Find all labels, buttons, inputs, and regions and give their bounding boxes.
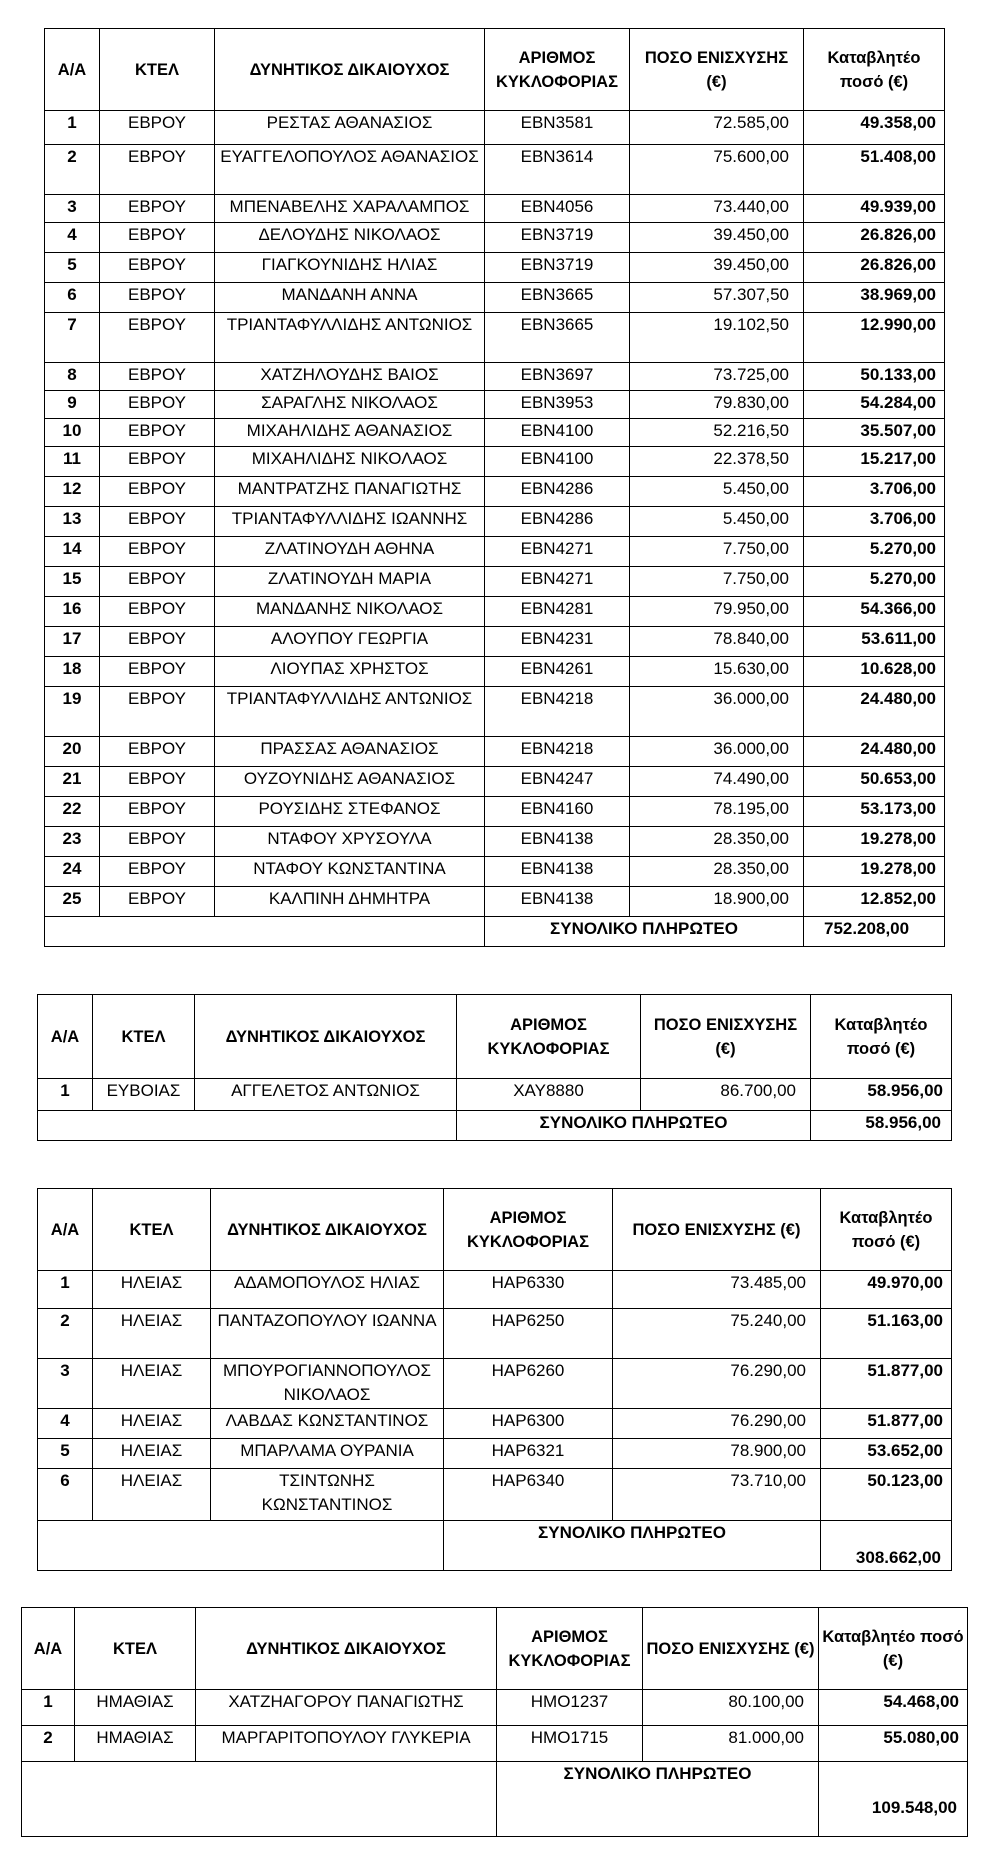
total-blank [45,917,485,947]
header-beneficiary: ΔΥΝΗΤΙΚΟΣ ΔΙΚΑΙΟΥΧΟΣ [211,1189,444,1271]
cell-ktel: ΕΒΡΟΥ [100,537,215,567]
cell-aa: 1 [45,111,100,145]
cell-aa: 24 [45,857,100,887]
header-payable-amount: Καταβλητέο ποσό (€) [804,29,945,111]
cell-beneficiary: ΕΥΑΓΓΕΛΟΠΟΥΛΟΣ ΑΘΑΝΑΣΙΟΣ [215,145,485,195]
cell-beneficiary: ΑΛΟΥΠΟΥ ΓΕΩΡΓΙΑ [215,627,485,657]
cell-registration: ΗΑΡ6321 [444,1439,613,1469]
cell-beneficiary: ΤΡΙΑΝΤΑΦΥΛΛΙΔΗΣ ΙΩΑΝΝΗΣ [215,507,485,537]
cell-ktel: ΕΒΡΟΥ [100,283,215,313]
cell-aa: 2 [38,1309,93,1359]
beneficiaries-table-imathias [21,1607,968,1837]
cell-payable-amount: 50.123,00 [821,1469,952,1521]
cell-aid-amount: 79.830,00 [630,391,804,419]
cell-registration: ΕΒΝ3953 [485,391,630,419]
cell-payable-amount: 26.826,00 [804,223,945,253]
cell-payable-amount: 55.080,00 [819,1726,968,1762]
header-aa: Α/Α [38,1189,93,1271]
header-aa: Α/Α [22,1608,75,1690]
cell-aid-amount: 28.350,00 [630,857,804,887]
cell-beneficiary: ΜΑΝΤΡΑΤΖΗΣ ΠΑΝΑΓΙΩΤΗΣ [215,477,485,507]
cell-aid-amount: 78.840,00 [630,627,804,657]
cell-aid-amount: 28.350,00 [630,827,804,857]
cell-ktel: ΕΒΡΟΥ [100,857,215,887]
cell-aid-amount: 80.100,00 [643,1690,819,1726]
cell-registration: ΕΒΝ4138 [485,857,630,887]
cell-aa: 4 [45,223,100,253]
header-ktel: ΚΤΕΛ [75,1608,196,1690]
cell-aa: 3 [38,1359,93,1409]
cell-ktel: ΕΒΡΟΥ [100,687,215,737]
cell-aid-amount: 36.000,00 [630,687,804,737]
cell-aa: 5 [38,1439,93,1469]
table-row [45,145,945,195]
cell-beneficiary: ΝΤΑΦΟΥ ΚΩΝΣΤΑΝΤΙΝΑ [215,857,485,887]
header-ktel: ΚΤΕΛ [100,29,215,111]
total-row [38,1521,952,1571]
header-registration: ΑΡΙΘΜΟΣ ΚΥΚΛΟΦΟΡΙΑΣ [497,1608,643,1690]
cell-aid-amount: 18.900,00 [630,887,804,917]
cell-ktel: ΕΒΡΟΥ [100,657,215,687]
cell-aa: 5 [45,253,100,283]
cell-aa: 23 [45,827,100,857]
cell-registration: ΕΒΝ4261 [485,657,630,687]
cell-ktel: ΕΒΡΟΥ [100,313,215,363]
cell-beneficiary: ΜΠΟΥΡΟΓΙΑΝΝΟΠΟΥΛΟΣ ΝΙΚΟΛΑΟΣ [211,1359,444,1409]
table-row [45,419,945,447]
cell-aa: 22 [45,797,100,827]
table-row [22,1726,968,1762]
total-label: ΣΥΝΟΛΙΚΟ ΠΛΗΡΩΤΕΟ [485,917,804,947]
cell-ktel: ΕΒΡΟΥ [100,627,215,657]
cell-ktel: ΕΒΡΟΥ [100,363,215,391]
cell-aa: 13 [45,507,100,537]
cell-registration: ΗΑΡ6300 [444,1409,613,1439]
table-row [45,767,945,797]
cell-beneficiary: ΧΑΤΖΗΑΓΟΡΟΥ ΠΑΝΑΓΙΩΤΗΣ [196,1690,497,1726]
cell-payable-amount: 49.970,00 [821,1271,952,1309]
table-row [45,537,945,567]
cell-ktel: ΕΒΡΟΥ [100,145,215,195]
cell-beneficiary: ΡΕΣΤΑΣ ΑΘΑΝΑΣΙΟΣ [215,111,485,145]
table-row [45,477,945,507]
table-row [45,223,945,253]
header-row [38,1189,952,1271]
cell-payable-amount: 19.278,00 [804,857,945,887]
cell-beneficiary: ΤΡΙΑΝΤΑΦΥΛΛΙΔΗΣ ΑΝΤΩΝΙΟΣ [215,313,485,363]
cell-ktel: ΕΒΡΟΥ [100,797,215,827]
cell-ktel: ΗΛΕΙΑΣ [93,1359,211,1409]
cell-beneficiary: ΠΡΑΣΣΑΣ ΑΘΑΝΑΣΙΟΣ [215,737,485,767]
cell-ktel: ΕΒΡΟΥ [100,567,215,597]
cell-payable-amount: 51.877,00 [821,1359,952,1409]
table-row [38,1359,952,1409]
table-row [45,567,945,597]
cell-ktel: ΗΜΑΘΙΑΣ [75,1726,196,1762]
table-row [22,1690,968,1726]
cell-aid-amount: 75.600,00 [630,145,804,195]
table-row [38,1409,952,1439]
cell-ktel: ΗΜΑΘΙΑΣ [75,1690,196,1726]
table-row [45,597,945,627]
cell-aa: 6 [38,1469,93,1521]
header-payable-amount: Καταβλητέο ποσό (€) [811,995,952,1079]
cell-registration: ΕΒΝ4286 [485,477,630,507]
cell-ktel: ΕΒΡΟΥ [100,419,215,447]
table-row [38,1079,952,1111]
table-row [38,1271,952,1309]
cell-registration: ΕΒΝ4271 [485,537,630,567]
cell-payable-amount: 5.270,00 [804,567,945,597]
cell-aid-amount: 19.102,50 [630,313,804,363]
cell-registration: ΕΒΝ4218 [485,737,630,767]
cell-aid-amount: 7.750,00 [630,537,804,567]
cell-registration: ΗΑΡ6260 [444,1359,613,1409]
total-row [45,917,945,947]
cell-aid-amount: 5.450,00 [630,507,804,537]
cell-registration: ΕΒΝ4160 [485,797,630,827]
cell-aid-amount: 5.450,00 [630,477,804,507]
total-value: 109.548,00 [819,1762,968,1837]
cell-beneficiary: ΜΠΕΝΑΒΕΛΗΣ ΧΑΡΑΛΑΜΠΟΣ [215,195,485,223]
cell-registration: ΕΒΝ3581 [485,111,630,145]
cell-ktel: ΕΒΡΟΥ [100,827,215,857]
cell-beneficiary: ΖΛΑΤΙΝΟΥΔΗ ΜΑΡΙΑ [215,567,485,597]
cell-aa: 18 [45,657,100,687]
total-value: 752.208,00 [804,917,945,947]
header-registration: ΑΡΙΘΜΟΣ ΚΥΚΛΟΦΟΡΙΑΣ [457,995,641,1079]
cell-registration: ΕΒΝ3719 [485,223,630,253]
cell-beneficiary: ΔΕΛΟΥΔΗΣ ΝΙΚΟΛΑΟΣ [215,223,485,253]
cell-beneficiary: ΟΥΖΟΥΝΙΔΗΣ ΑΘΑΝΑΣΙΟΣ [215,767,485,797]
table-row [45,447,945,477]
cell-ktel: ΕΒΡΟΥ [100,195,215,223]
cell-aid-amount: 74.490,00 [630,767,804,797]
cell-registration: ΗΑΡ6250 [444,1309,613,1359]
cell-ktel: ΕΒΡΟΥ [100,223,215,253]
cell-payable-amount: 53.652,00 [821,1439,952,1469]
cell-registration: ΕΒΝ3665 [485,283,630,313]
cell-aa: 20 [45,737,100,767]
header-ktel: ΚΤΕΛ [93,1189,211,1271]
cell-aa: 2 [45,145,100,195]
cell-beneficiary: ΠΑΝΤΑΖΟΠΟΥΛΟΥ ΙΩΑΝΝΑ [211,1309,444,1359]
cell-beneficiary: ΑΓΓΕΛΕΤΟΣ ΑΝΤΩΝΙΟΣ [195,1079,457,1111]
cell-beneficiary: ΤΡΙΑΝΤΑΦΥΛΛΙΔΗΣ ΑΝΤΩΝΙΟΣ [215,687,485,737]
table-row [45,827,945,857]
cell-aid-amount: 52.216,50 [630,419,804,447]
header-aid-amount: ΠΟΣΟ ΕΝΙΣΧΥΣΗΣ (€) [641,995,811,1079]
cell-payable-amount: 38.969,00 [804,283,945,313]
total-label: ΣΥΝΟΛΙΚΟ ΠΛΗΡΩΤΕΟ [457,1111,811,1141]
cell-payable-amount: 54.284,00 [804,391,945,419]
cell-beneficiary: ΛΙΟΥΠΑΣ ΧΡΗΣΤΟΣ [215,657,485,687]
cell-payable-amount: 50.133,00 [804,363,945,391]
cell-payable-amount: 24.480,00 [804,687,945,737]
cell-aa: 25 [45,887,100,917]
cell-payable-amount: 54.366,00 [804,597,945,627]
cell-aid-amount: 73.725,00 [630,363,804,391]
header-aa: Α/Α [45,29,100,111]
table-row [38,1309,952,1359]
header-aid-amount: ΠΟΣΟ ΕΝΙΣΧΥΣΗΣ (€) [613,1189,821,1271]
cell-registration: ΕΒΝ3614 [485,145,630,195]
cell-registration: ΗΜΟ1237 [497,1690,643,1726]
cell-aa: 1 [22,1690,75,1726]
cell-aid-amount: 78.900,00 [613,1439,821,1469]
cell-aid-amount: 78.195,00 [630,797,804,827]
cell-ktel: ΕΒΡΟΥ [100,477,215,507]
table-row [45,857,945,887]
cell-aa: 4 [38,1409,93,1439]
cell-payable-amount: 3.706,00 [804,477,945,507]
cell-ktel: ΕΒΡΟΥ [100,391,215,419]
cell-payable-amount: 51.877,00 [821,1409,952,1439]
cell-registration: ΕΒΝ3697 [485,363,630,391]
cell-payable-amount: 49.939,00 [804,195,945,223]
cell-payable-amount: 3.706,00 [804,507,945,537]
cell-registration: ΕΒΝ4231 [485,627,630,657]
cell-registration: ΗΑΡ6330 [444,1271,613,1309]
cell-payable-amount: 5.270,00 [804,537,945,567]
beneficiaries-table-ileias [37,1188,952,1571]
header-beneficiary: ΔΥΝΗΤΙΚΟΣ ΔΙΚΑΙΟΥΧΟΣ [196,1608,497,1690]
cell-aid-amount: 73.710,00 [613,1469,821,1521]
cell-ktel: ΕΒΡΟΥ [100,767,215,797]
cell-payable-amount: 26.826,00 [804,253,945,283]
table-row [45,737,945,767]
cell-aid-amount: 39.450,00 [630,253,804,283]
cell-beneficiary: ΓΙΑΓΚΟΥΝΙΔΗΣ ΗΛΙΑΣ [215,253,485,283]
cell-beneficiary: ΣΑΡΑΓΛΗΣ ΝΙΚΟΛΑΟΣ [215,391,485,419]
cell-beneficiary: ΝΤΑΦΟΥ ΧΡΥΣΟΥΛΑ [215,827,485,857]
cell-beneficiary: ΜΙΧΑΗΛΙΔΗΣ ΑΘΑΝΑΣΙΟΣ [215,419,485,447]
cell-registration: ΕΒΝ4247 [485,767,630,797]
beneficiaries-table-evrou [44,28,945,947]
table-row [45,657,945,687]
table-row [45,887,945,917]
cell-aid-amount: 36.000,00 [630,737,804,767]
cell-ktel: ΗΛΕΙΑΣ [93,1271,211,1309]
cell-ktel: ΗΛΕΙΑΣ [93,1469,211,1521]
table-row [45,283,945,313]
cell-aid-amount: 72.585,00 [630,111,804,145]
cell-payable-amount: 12.990,00 [804,313,945,363]
table-row [45,797,945,827]
cell-beneficiary: ΡΟΥΣΙΔΗΣ ΣΤΕΦΑΝΟΣ [215,797,485,827]
header-registration: ΑΡΙΘΜΟΣ ΚΥΚΛΟΦΟΡΙΑΣ [444,1189,613,1271]
cell-registration: ΕΒΝ4056 [485,195,630,223]
cell-beneficiary: ΜΑΝΔΑΝΗ ΑΝΝΑ [215,283,485,313]
cell-registration: ΕΒΝ4100 [485,419,630,447]
cell-ktel: ΕΒΡΟΥ [100,737,215,767]
cell-aid-amount: 76.290,00 [613,1409,821,1439]
cell-registration: ΕΒΝ4281 [485,597,630,627]
cell-ktel: ΗΛΕΙΑΣ [93,1309,211,1359]
cell-beneficiary: ΜΙΧΑΗΛΙΔΗΣ ΝΙΚΟΛΑΟΣ [215,447,485,477]
cell-registration: ΕΒΝ4138 [485,827,630,857]
cell-ktel: ΕΒΡΟΥ [100,253,215,283]
cell-registration: ΗΜΟ1715 [497,1726,643,1762]
cell-payable-amount: 15.217,00 [804,447,945,477]
cell-aa: 19 [45,687,100,737]
cell-aa: 7 [45,313,100,363]
cell-beneficiary: ΜΑΝΔΑΝΗΣ ΝΙΚΟΛΑΟΣ [215,597,485,627]
cell-ktel: ΗΛΕΙΑΣ [93,1439,211,1469]
cell-payable-amount: 24.480,00 [804,737,945,767]
cell-ktel: ΗΛΕΙΑΣ [93,1409,211,1439]
header-row [22,1608,968,1690]
cell-aid-amount: 39.450,00 [630,223,804,253]
cell-aa: 17 [45,627,100,657]
cell-payable-amount: 35.507,00 [804,419,945,447]
cell-payable-amount: 54.468,00 [819,1690,968,1726]
cell-beneficiary: ΖΛΑΤΙΝΟΥΔΗ ΑΘΗΝΑ [215,537,485,567]
cell-beneficiary: ΜΠΑΡΛΑΜΑ ΟΥΡΑΝΙΑ [211,1439,444,1469]
total-blank [38,1521,444,1571]
table-row [45,111,945,145]
cell-aid-amount: 15.630,00 [630,657,804,687]
cell-ktel: ΕΒΡΟΥ [100,447,215,477]
header-row [38,995,952,1079]
cell-registration: ΕΒΝ4271 [485,567,630,597]
table-row [45,687,945,737]
table-row [38,1469,952,1521]
cell-payable-amount: 50.653,00 [804,767,945,797]
cell-aa: 3 [45,195,100,223]
cell-ktel: ΕΒΡΟΥ [100,507,215,537]
total-row [22,1762,968,1837]
total-row [38,1111,952,1141]
cell-registration: ΗΑΡ6340 [444,1469,613,1521]
cell-ktel: ΕΥΒΟΙΑΣ [93,1079,195,1111]
cell-beneficiary: ΛΑΒΔΑΣ ΚΩΝΣΤΑΝΤΙΝΟΣ [211,1409,444,1439]
cell-payable-amount: 51.408,00 [804,145,945,195]
cell-aa: 15 [45,567,100,597]
cell-aa: 8 [45,363,100,391]
table-row [45,195,945,223]
cell-aa: 11 [45,447,100,477]
table-row [45,507,945,537]
cell-beneficiary: ΚΑΛΠΙΝΗ ΔΗΜΗΤΡΑ [215,887,485,917]
header-registration: ΑΡΙΘΜΟΣ ΚΥΚΛΟΦΟΡΙΑΣ [485,29,630,111]
header-row [45,29,945,111]
header-payable-amount: Καταβλητέο ποσό (€) [821,1189,952,1271]
cell-payable-amount: 19.278,00 [804,827,945,857]
cell-aid-amount: 76.290,00 [613,1359,821,1409]
table-row [45,253,945,283]
header-aid-amount: ΠΟΣΟ ΕΝΙΣΧΥΣΗΣ (€) [643,1608,819,1690]
cell-aid-amount: 57.307,50 [630,283,804,313]
table-row [45,391,945,419]
cell-aid-amount: 86.700,00 [641,1079,811,1111]
cell-aid-amount: 75.240,00 [613,1309,821,1359]
header-beneficiary: ΔΥΝΗΤΙΚΟΣ ΔΙΚΑΙΟΥΧΟΣ [215,29,485,111]
cell-aid-amount: 7.750,00 [630,567,804,597]
cell-aa: 10 [45,419,100,447]
cell-payable-amount: 53.611,00 [804,627,945,657]
cell-registration: ΕΒΝ4100 [485,447,630,477]
table-row [38,1439,952,1469]
header-ktel: ΚΤΕΛ [93,995,195,1079]
cell-registration: ΕΒΝ4218 [485,687,630,737]
cell-payable-amount: 10.628,00 [804,657,945,687]
beneficiaries-table-evoias [37,994,952,1141]
cell-aid-amount: 73.485,00 [613,1271,821,1309]
cell-aa: 2 [22,1726,75,1762]
total-blank [38,1111,457,1141]
table-row [45,363,945,391]
cell-aid-amount: 81.000,00 [643,1726,819,1762]
header-aa: Α/Α [38,995,93,1079]
cell-aid-amount: 79.950,00 [630,597,804,627]
cell-aa: 6 [45,283,100,313]
header-beneficiary: ΔΥΝΗΤΙΚΟΣ ΔΙΚΑΙΟΥΧΟΣ [195,995,457,1079]
cell-ktel: ΕΒΡΟΥ [100,597,215,627]
table-row [45,627,945,657]
cell-ktel: ΕΒΡΟΥ [100,887,215,917]
header-payable-amount: Καταβλητέο ποσό (€) [819,1608,968,1690]
header-aid-amount: ΠΟΣΟ ΕΝΙΣΧΥΣΗΣ (€) [630,29,804,111]
cell-beneficiary: ΜΑΡΓΑΡΙΤΟΠΟΥΛΟΥ ΓΛΥΚΕΡΙΑ [196,1726,497,1762]
cell-beneficiary: ΤΣΙΝΤΩΝΗΣ ΚΩΝΣΤΑΝΤΙΝΟΣ [211,1469,444,1521]
cell-aa: 21 [45,767,100,797]
cell-aid-amount: 22.378,50 [630,447,804,477]
cell-ktel: ΕΒΡΟΥ [100,111,215,145]
total-blank [22,1762,497,1837]
cell-aid-amount: 73.440,00 [630,195,804,223]
cell-aa: 12 [45,477,100,507]
cell-payable-amount: 51.163,00 [821,1309,952,1359]
cell-registration: ΕΒΝ3665 [485,313,630,363]
cell-beneficiary: ΧΑΤΖΗΛΟΥΔΗΣ ΒΑΙΟΣ [215,363,485,391]
table-row [45,313,945,363]
cell-aa: 16 [45,597,100,627]
cell-registration: ΕΒΝ4286 [485,507,630,537]
total-value: 58.956,00 [811,1111,952,1141]
cell-payable-amount: 53.173,00 [804,797,945,827]
cell-aa: 14 [45,537,100,567]
cell-aa: 9 [45,391,100,419]
total-label: ΣΥΝΟΛΙΚΟ ΠΛΗΡΩΤΕΟ [444,1521,821,1571]
cell-payable-amount: 12.852,00 [804,887,945,917]
cell-beneficiary: ΑΔΑΜΟΠΟΥΛΟΣ ΗΛΙΑΣ [211,1271,444,1309]
cell-registration: ΕΒΝ3719 [485,253,630,283]
total-label: ΣΥΝΟΛΙΚΟ ΠΛΗΡΩΤΕΟ [497,1762,819,1837]
cell-registration: ΕΒΝ4138 [485,887,630,917]
cell-aa: 1 [38,1079,93,1111]
cell-registration: ΧΑΥ8880 [457,1079,641,1111]
cell-payable-amount: 49.358,00 [804,111,945,145]
cell-payable-amount: 58.956,00 [811,1079,952,1111]
total-value: 308.662,00 [821,1521,952,1571]
cell-aa: 1 [38,1271,93,1309]
